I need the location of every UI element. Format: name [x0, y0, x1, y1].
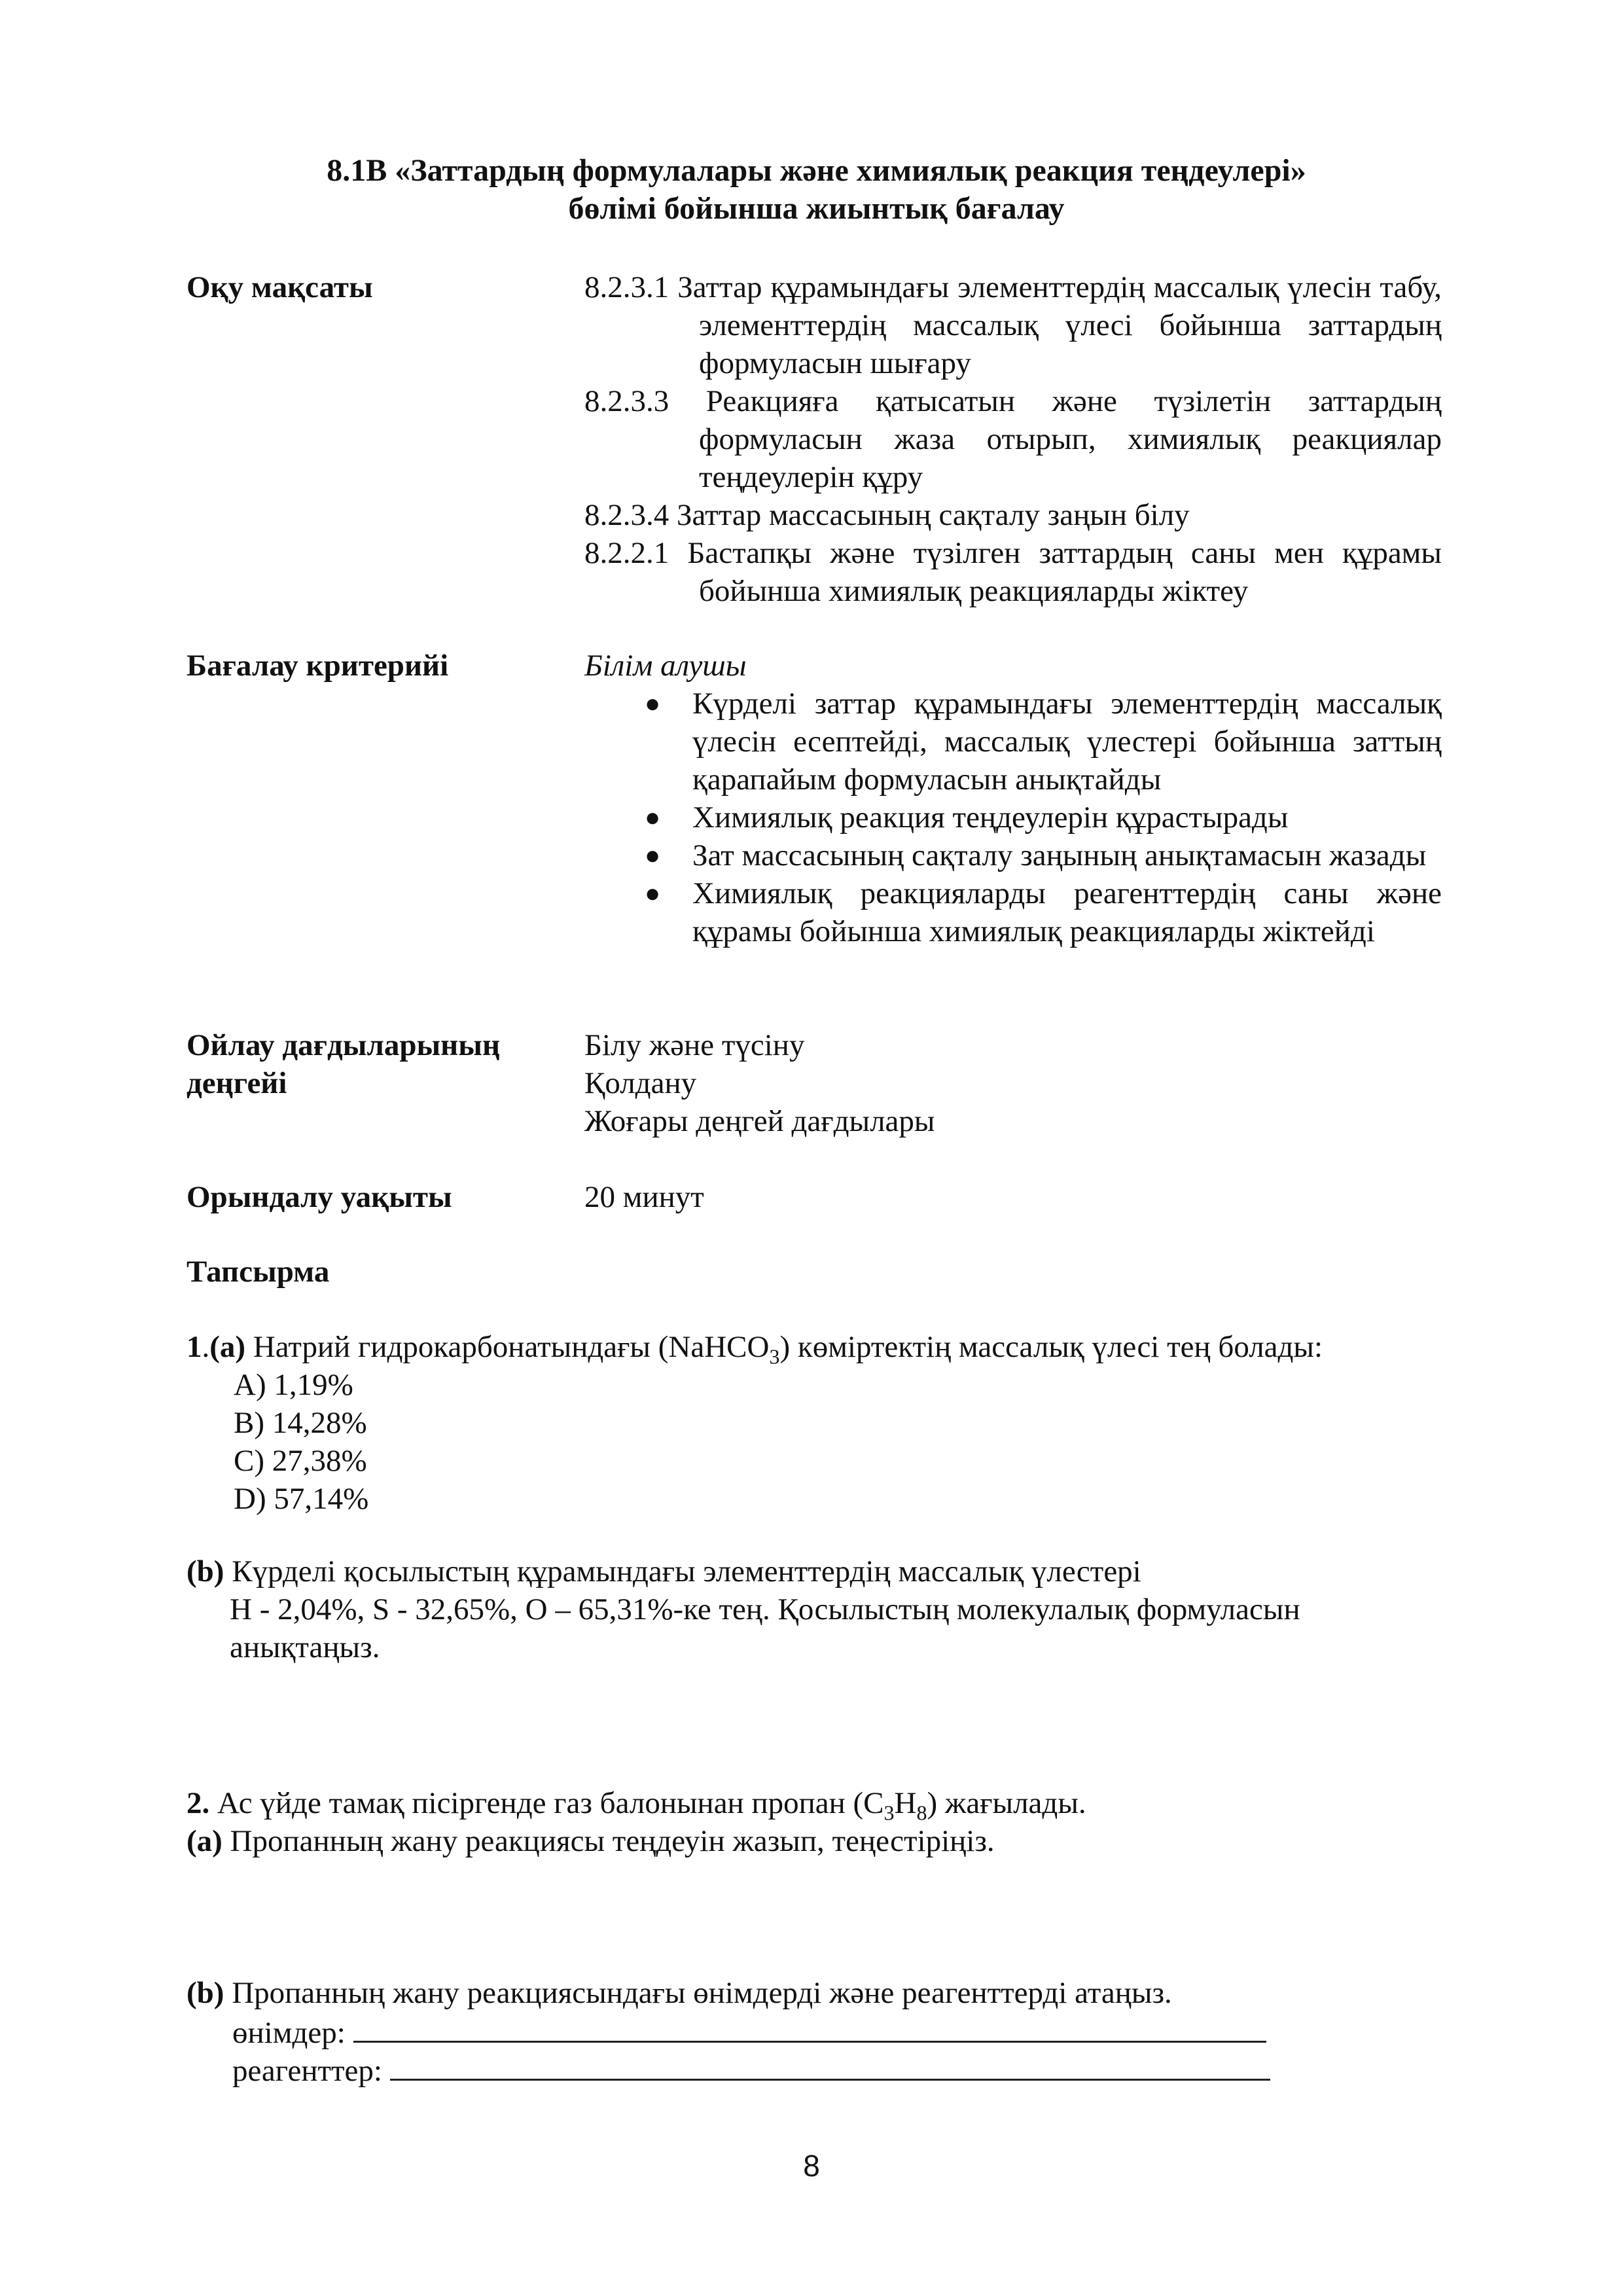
- q1-part-b: (b) Күрделі қосылыстың құрамындағы элементтердің массалық үлестері H - 2,04%, S - 32,65%, O – 65,31%-ке тең. Қосылыстың молекулалық формуласын анықтаңыз.: [187, 1554, 1300, 1664]
- q2-part-a: (a) Пропанның жану реакциясы теңдеуін жазып, теңестіріңіз.: [187, 1824, 995, 1858]
- q2-part-b: (b) Пропанның жану реакциясындағы өнімдерді және реагенттерді атаңыз.: [187, 1976, 1172, 2010]
- thinking-level-item: Жоғары деңгей дағдылары: [584, 1104, 935, 1138]
- thinking-levels-label: Ойлау дағдыларының деңгейі: [187, 1028, 501, 1100]
- objective-item: 8.2.3.4 Заттар массасының сақталу заңын білу: [584, 498, 1190, 532]
- criteria-item: ● Зат массасының сақталу заңының анықтамасын жазады: [584, 836, 1442, 874]
- criteria-item: ● Күрделі заттар құрамындағы элементтердің массалық үлесін есептейді, массалық үлестері бойынша заттың қарапайым формуласын анықтайды: [584, 685, 1442, 798]
- reagents-blank[interactable]: [390, 2050, 1270, 2081]
- learning-objectives-list: [584, 268, 1442, 610]
- thinking-levels-list: [584, 1026, 1442, 1140]
- bullet-icon: ●: [645, 878, 661, 908]
- q1-part-a: 1.(a) Натрий гидрокарбонатындағы (NaHCO$_3$) көміртектің массалық үлесі тең болады:: [187, 1330, 1323, 1369]
- reagents-answer-line: реагенттер:: [187, 2050, 1495, 2090]
- products-blank[interactable]: [353, 2012, 1266, 2043]
- task-heading: Тапсырма: [187, 1255, 330, 1289]
- thinking-level-item: Білу және түсіну: [584, 1028, 805, 1062]
- page-number: 8: [803, 2149, 820, 2183]
- criteria-label: Бағалау критерийі: [187, 649, 449, 683]
- criteria-block: [584, 647, 1442, 950]
- title-line-1: 8.1В «Заттардың формулалары және химиялық реакция теңдеулері»: [327, 153, 1306, 188]
- q1-options: [234, 1366, 368, 1518]
- learner-heading: Білім алушы: [584, 649, 747, 683]
- criteria-item: ● Химиялық реакцияларды реагенттердің саны және құрамы бойынша химиялық реакцияларды жіктейді: [584, 874, 1442, 950]
- objective-item: 8.2.3.1 Заттар құрамындағы элементтердің массалық үлесін табу, элементтердің массалық үлесі бойынша заттардың формуласын шығару: [584, 270, 1442, 380]
- thinking-level-item: Қолдану: [584, 1066, 697, 1100]
- criteria-item: ● Химиялық реакция теңдеулерін құрастырады: [584, 798, 1442, 836]
- q1-option-c: C) 27,38%: [234, 1444, 367, 1478]
- bullet-icon: ●: [645, 689, 661, 718]
- q1-option-a: A) 1,19%: [234, 1368, 353, 1402]
- bullet-icon: ●: [645, 802, 661, 832]
- bullet-icon: ●: [645, 840, 661, 870]
- q1-option-b: B) 14,28%: [234, 1406, 367, 1440]
- criteria-list: [584, 685, 1442, 950]
- time-value: 20 минут: [584, 1180, 704, 1214]
- products-answer-line: өнімдер:: [187, 2012, 1495, 2052]
- q2-intro: 2. Ас үйде тамақ пісіргенде газ балонынан пропан $(C_3H_8)$ жағылады.: [187, 1786, 1086, 1825]
- document-title: [187, 152, 1446, 228]
- q1-option-d: D) 57,14%: [234, 1482, 369, 1516]
- learning-objectives-label: Оқу мақсаты: [187, 270, 373, 304]
- objective-item: 8.2.3.3 Реакцияға қатысатын және түзілетін заттардың формуласын жаза отырып, химиялық реакциялар теңдеулерін құру: [584, 384, 1442, 494]
- objective-item: 8.2.2.1 Бастапқы және түзілген заттардың саны мен құрамы бойынша химиялық реакцияларды жіктеу: [584, 536, 1442, 608]
- title-line-2: бөлімі бойынша жиынтық бағалау: [568, 191, 1065, 226]
- time-label: Орындалу уақыты: [187, 1180, 452, 1214]
